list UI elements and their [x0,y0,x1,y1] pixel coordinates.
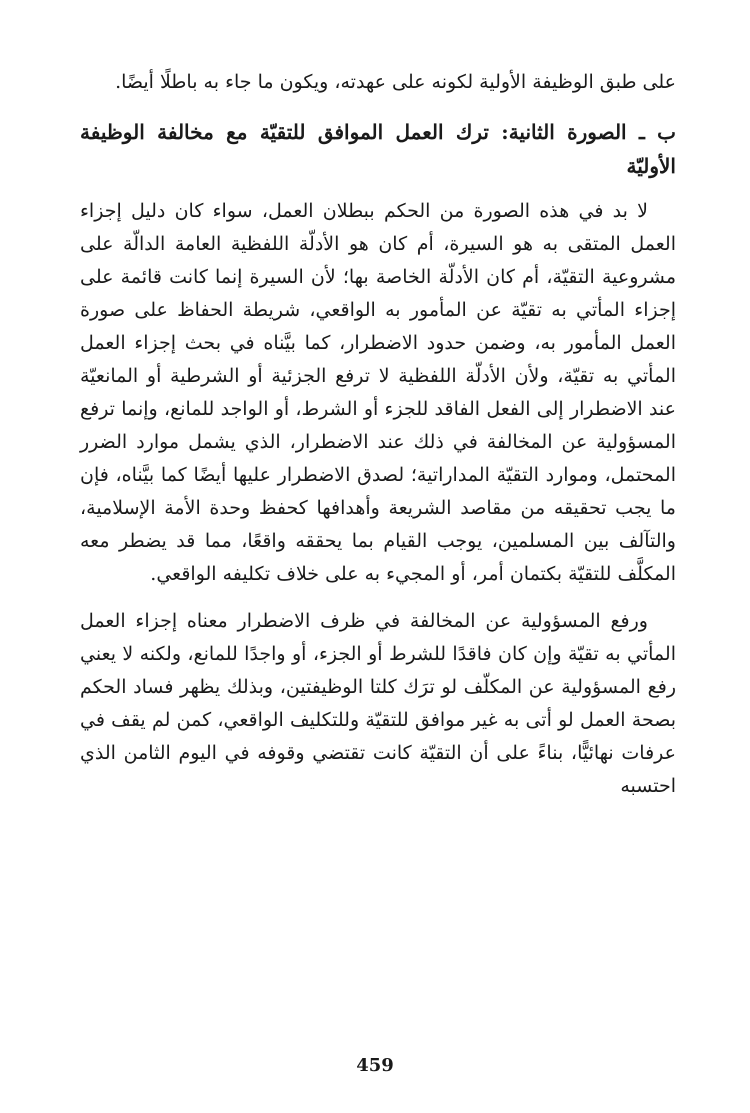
section-heading: ب ـ الصورة الثانية: ترك العمل الموافق للتقيّة مع مخالفة الوظيفة الأوليّة [80,120,676,178]
page-number: 459 [356,1055,394,1076]
paragraph-continuation: على طبق الوظيفة الأولية لكونه على عهدته، ويكون ما جاء به باطلًا أيضًا. [115,71,676,93]
page-body [80,66,676,803]
paragraph-body: لا بد في هذه الصورة من الحكم ببطلان العمل، سواء كان دليل إجزاء العمل المتقى به هو السيرة، أم كان هو الأدلّة اللفظية العامة الدالّة على مشروعية التقيّة، أم كان الأدلّة الخاصة بها؛ لأن السيرة إنما كانت قائمة على إجزاء المأتي به تقيّة عن المأمور به الواقعي، شريطة الحفاظ على صورة العمل المأمور به، وضمن حدود الاضطرار، كما بيَّناه في بحث إجزاء العمل المأتي به تقيّة، ولأن الأدلّة اللفظية لا ترفع الجزئية أو الشرطية أو المانعيّة عند الاضطرار إلى الفعل الفاقد للجزء أو الشرط، أو الواجد للمانع، وإنما ترفع المسؤولية عن المخالفة في ذلك عند الاضطرار، الذي يشمل موارد الضرر المحتمل، وموارد التقيّة المداراتية؛ لصدق الاضطرار عليها أيضًا كما بيَّناه، فإن ما يجب تحقيقه من مقاصد الشريعة وأهدافها كحفظ وحدة الأمة الإسلامية، والتآلف بين المسلمين، يوجب القيام بما يحققه واقعًا، مما قد يضطر معه المكلَّف للتقيّة بكتمان أمر، أو المجيء به على خلاف تكليفه الواقعي. [80,200,676,585]
paragraph-body-2: ورفع المسؤولية عن المخالفة في ظرف الاضطرار معناه إجزاء العمل المأتي به تقيّة وإن كان فاقدًا للشرط أو الجزء، أو واجدًا للمانع، ولكنه لا يعني رفع المسؤولية عن المكلّف لو ترَك كلتا الوظيفتين، وبذلك يظهر فساد الحكم بصحة العمل لو أتى به غير موافق للتقيّة وللتكليف الواقعي، كمن لم يقف في عرفات نهائيًّا، بناءً على أن التقيّة كانت تقتضي وقوفه في اليوم الثامن الذي احتسبه [80,610,676,797]
